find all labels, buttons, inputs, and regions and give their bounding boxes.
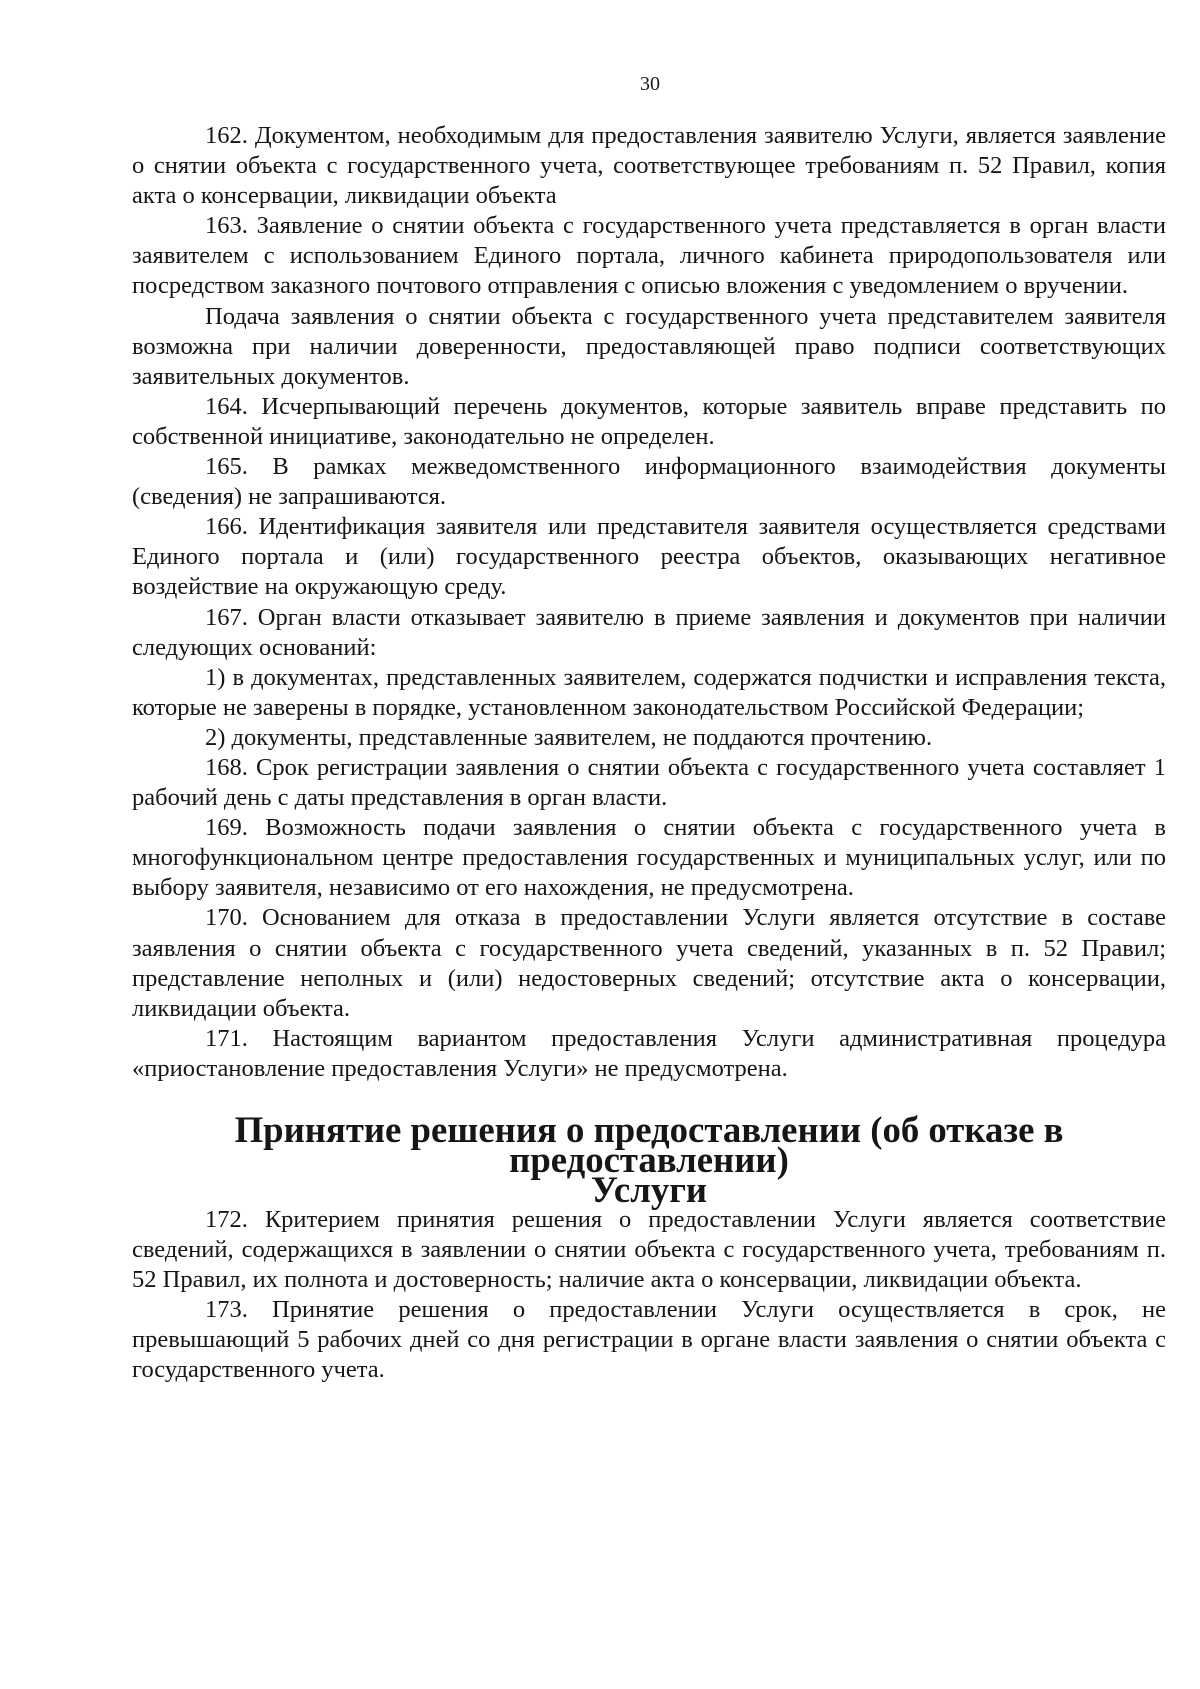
- paragraph-167-item-1: 1) в документах, представленных заявителем, содержатся подчистки и исправления текста, которые не заверены в порядке, установленном законодательством Российской Федерации;: [132, 663, 1166, 721]
- paragraph-162: 162. Документом, необходимым для предоставления заявителю Услуги, является заявление о снятии объекта с государственного учета, соответствующее требованиям п. 52 Правил, копия акта о консервации, ликвидации объекта: [132, 122, 1166, 210]
- paragraph-171: 171. Настоящим вариантом предоставления Услуги административная процедура «приостановление предоставления Услуги» не предусмотрена.: [132, 1024, 1166, 1082]
- document-body: [132, 121, 1166, 1386]
- paragraph-167-item-2: 2) документы, представленные заявителем, не поддаются прочтению.: [205, 723, 933, 751]
- section-heading-line-1: Принятие решения о предоставлении (об отказе в предоставлении): [234, 1109, 1064, 1180]
- paragraph-167: 167. Орган власти отказывает заявителю в приеме заявления и документов при наличии следующих оснований:: [132, 603, 1166, 661]
- paragraph-172: 172. Критерием принятия решения о предоставлении Услуги является соответствие сведений, содержащихся в заявлении о снятии объекта с государственного учета, требованиям п. 52 Правил, их полнота и достоверность; наличие акта о консервации, ликвидации объекта.: [132, 1206, 1166, 1294]
- section-heading: [132, 1109, 1166, 1210]
- page-number: 30: [640, 73, 660, 95]
- paragraph-163: 163. Заявление о снятии объекта с государственного учета представляется в орган власти заявителем с использованием Единого портала, личного кабинета природопользователя или посредством заказного почтового отправления с описью вложения с уведомлением о вручении.: [132, 212, 1166, 300]
- paragraph-173: 173. Принятие решения о предоставлении Услуги осуществляется в срок, не превышающий 5 рабочих дней со дня регистрации в органе власти заявления о снятии объекта с государственного учета.: [132, 1296, 1166, 1384]
- paragraph-170: 170. Основанием для отказа в предоставлении Услуги является отсутствие в составе заявления о снятии объекта с государственного учета сведений, указанных в п. 52 Правил; представление неполных и (или) недостоверных сведений; отсутствие акта о консервации, ликвидации объекта.: [132, 904, 1166, 1022]
- paragraph-165: 165. В рамках межведомственного информационного взаимодействия документы (сведения) не запрашиваются.: [132, 453, 1166, 511]
- paragraph-164: 164. Исчерпывающий перечень документов, которые заявитель вправе представить по собственной инициативе, законодательно не определен.: [132, 392, 1166, 450]
- paragraph-168: 168. Срок регистрации заявления о снятии объекта с государственного учета составляет 1 рабочий день с даты представления в орган власти.: [132, 753, 1166, 812]
- paragraph-166: 166. Идентификация заявителя или представителя заявителя осуществляется средствами Единого портала и (или) государственного реестра объектов, оказывающих негативное воздействие на окружающую среду.: [132, 513, 1166, 601]
- section-heading-line-2: Услуги: [590, 1169, 708, 1210]
- paragraph-163-representative: Подача заявления о снятии объекта с государственного учета представителем заявителя возможна при наличии доверенности, предоставляющей право подписи соответствующих заявительных документов.: [132, 302, 1166, 390]
- paragraph-169: 169. Возможность подачи заявления о снятии объекта с государственного учета в многофункциональном центре предоставления государственных и муниципальных услуг, или по выбору заявителя, независимо от его нахождения, не предусмотрена.: [132, 814, 1166, 902]
